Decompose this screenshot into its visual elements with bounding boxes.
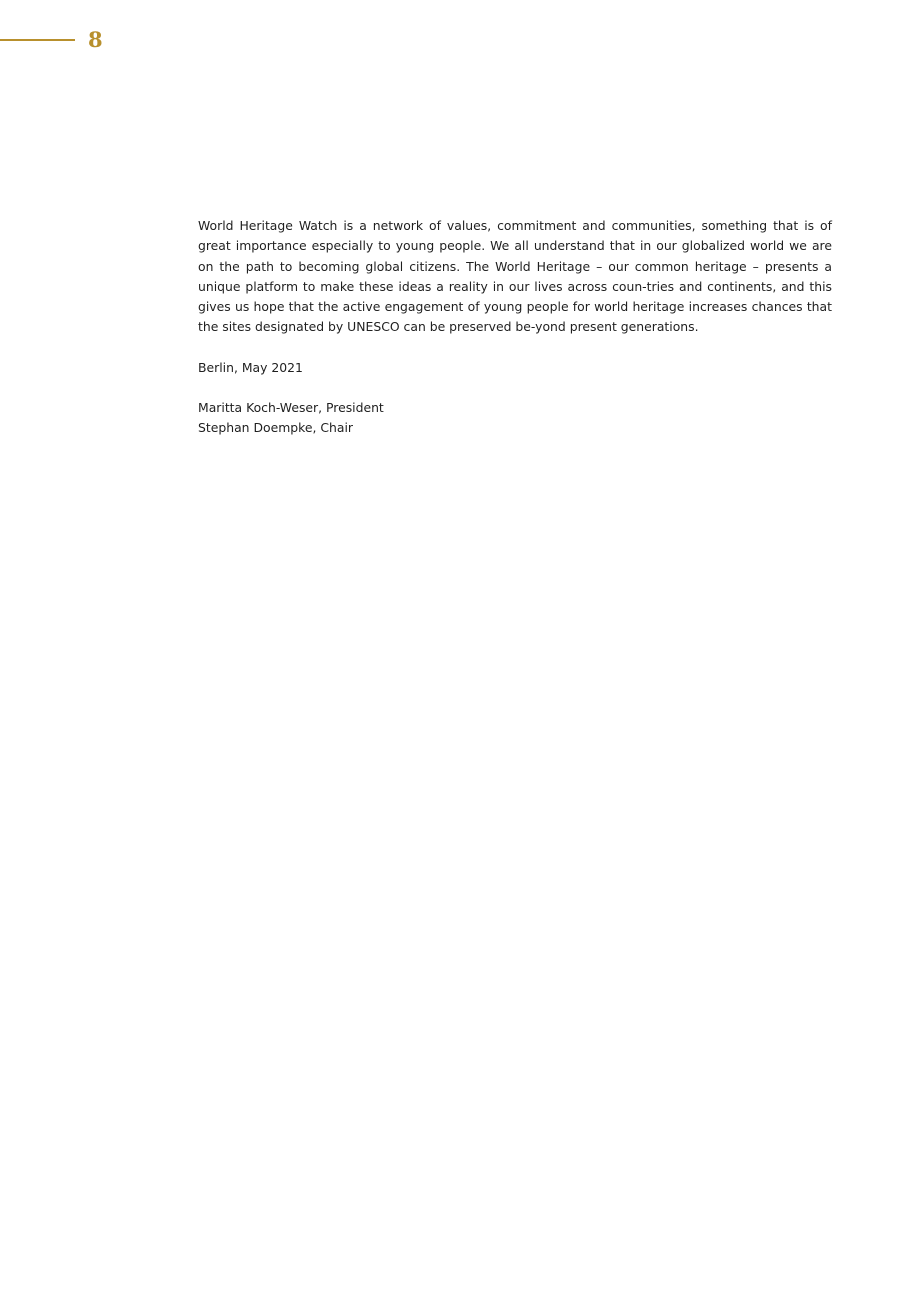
body-paragraph: World Heritage Watch is a network of values, commitment and communities, something that is of great importance especially to young people. We all understand that in our globalized world we are on the path to becoming global citizens. The World Heritage – our common heritage – presents a unique platform to make these ideas a reality in our lives across coun-tries and continents, and this gives us hope that the active engagement of young people for world heritage increases chances that the sites designated by UNESCO can be preserved be-yond present generations.: [198, 218, 832, 335]
signatory-chair: Stephan Doempke, Chair: [198, 420, 353, 436]
page-number: 8: [88, 27, 103, 52]
letter-content: [198, 216, 832, 439]
header-rule: [0, 39, 75, 41]
signature-block: [198, 398, 832, 439]
place-date: Berlin, May 2021: [198, 359, 303, 375]
page-header: [0, 24, 200, 58]
signatory-president: Maritta Koch-Weser, President: [198, 400, 384, 416]
